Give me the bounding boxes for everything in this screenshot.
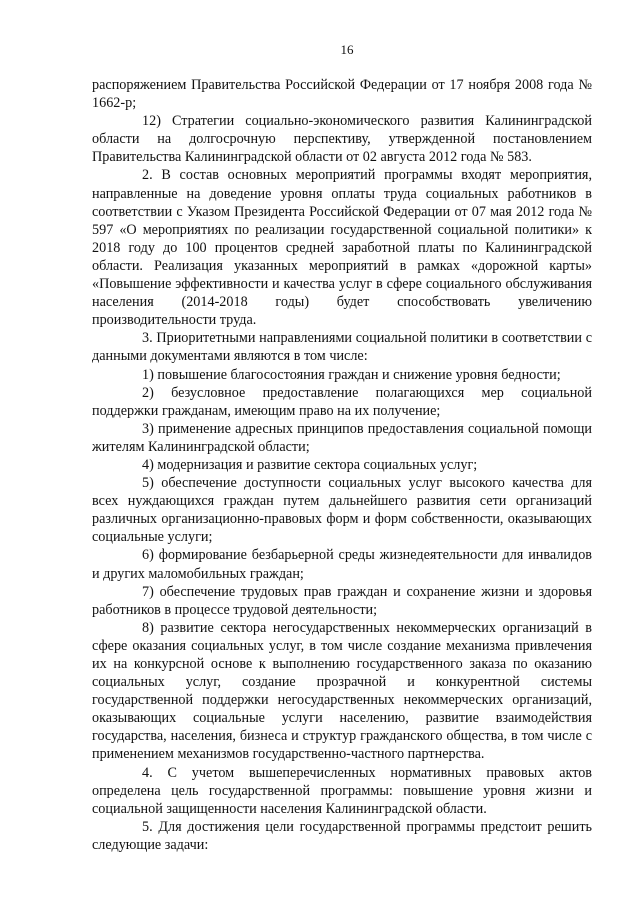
document-body <box>92 76 592 854</box>
paragraph-4-goal: 4. С учетом вышеперечисленных нормативных правовых актов определена цель государственной программы: повышение уровня жизни и социальной защищенности населения Калининградской области. <box>92 764 592 817</box>
list-item-4: 4) модернизация и развитие сектора социальных услуг; <box>142 456 478 473</box>
paragraph-item-12-strategy: 12) Стратегии социально-экономического развития Калининградской области на долгосрочную перспективу, утвержденной постановлением Правительства Калининградской области от 02 августа 2012 года № 583. <box>92 113 592 166</box>
list-item-3: 3) применение адресных принципов предоставления социальной помощи жителям Калининградской области; <box>92 420 592 455</box>
list-item-7: 7) обеспечение трудовых прав граждан и сохранение жизни и здоровья работников в процессе трудовой деятельности; <box>92 583 592 618</box>
list-item-8: 8) развитие сектора негосударственных некоммерческих организаций в сфере оказания социальных услуг, в том числе создание механизма привлечения их на конкурсной основе к выполнению государственного заказа по оказанию социальных услуг, создание прозрачной и конкурентной системы государственной поддержки негосударственных некоммерческих организаций, оказывающих социальные услуги населению, развитие взаимодействия государства, населения, бизнеса и структур гражданского общества, в том числе с применением механизмов государственно-частного партнерства. <box>92 619 592 763</box>
paragraph-continuation: распоряжением Правительства Российской Федерации от 17 ноября 2008 года № 1662-р; <box>92 77 592 112</box>
page-number: 16 <box>340 42 354 57</box>
paragraph-5-tasks: 5. Для достижения цели государственной программы предстоит решить следующие задачи: <box>92 818 592 853</box>
paragraph-3-priorities: 3. Приоритетными направлениями социальной политики в соответствии с данными документами являются в том числе: <box>92 330 592 365</box>
list-item-2: 2) безусловное предоставление полагающихся мер социальной поддержки гражданам, имеющим право на их получение; <box>92 384 592 419</box>
paragraph-2-main-activities: 2. В состав основных мероприятий программы входят мероприятия, направленные на доведение уровня оплаты труда социальных работников в соответствии с Указом Президента Российской Федерации от 07 мая 2012 года № 597 «О мероприятиях по реализации государственной социальной политики» к 2018 году до 100 процентов средней заработной платы по Калининградской области. Реализация указанных мероприятий в рамках «дорожной карты» «Повышение эффективности и качества услуг в сфере социального обслуживания населения (2014-2018 годы) будет способствовать увеличению производительности труда. <box>92 167 592 329</box>
document-page <box>92 42 592 854</box>
list-item-6: 6) формирование безбарьерной среды жизнедеятельности для инвалидов и других маломобильных граждан; <box>92 547 592 582</box>
list-item-5: 5) обеспечение доступности социальных услуг высокого качества для всех нуждающихся граждан путем дальнейшего развития сети организаций различных организационно-правовых форм и форм собственности, оказывающих социальные услуги; <box>92 475 592 546</box>
list-item-1: 1) повышение благосостояния граждан и снижение уровня бедности; <box>142 366 561 383</box>
